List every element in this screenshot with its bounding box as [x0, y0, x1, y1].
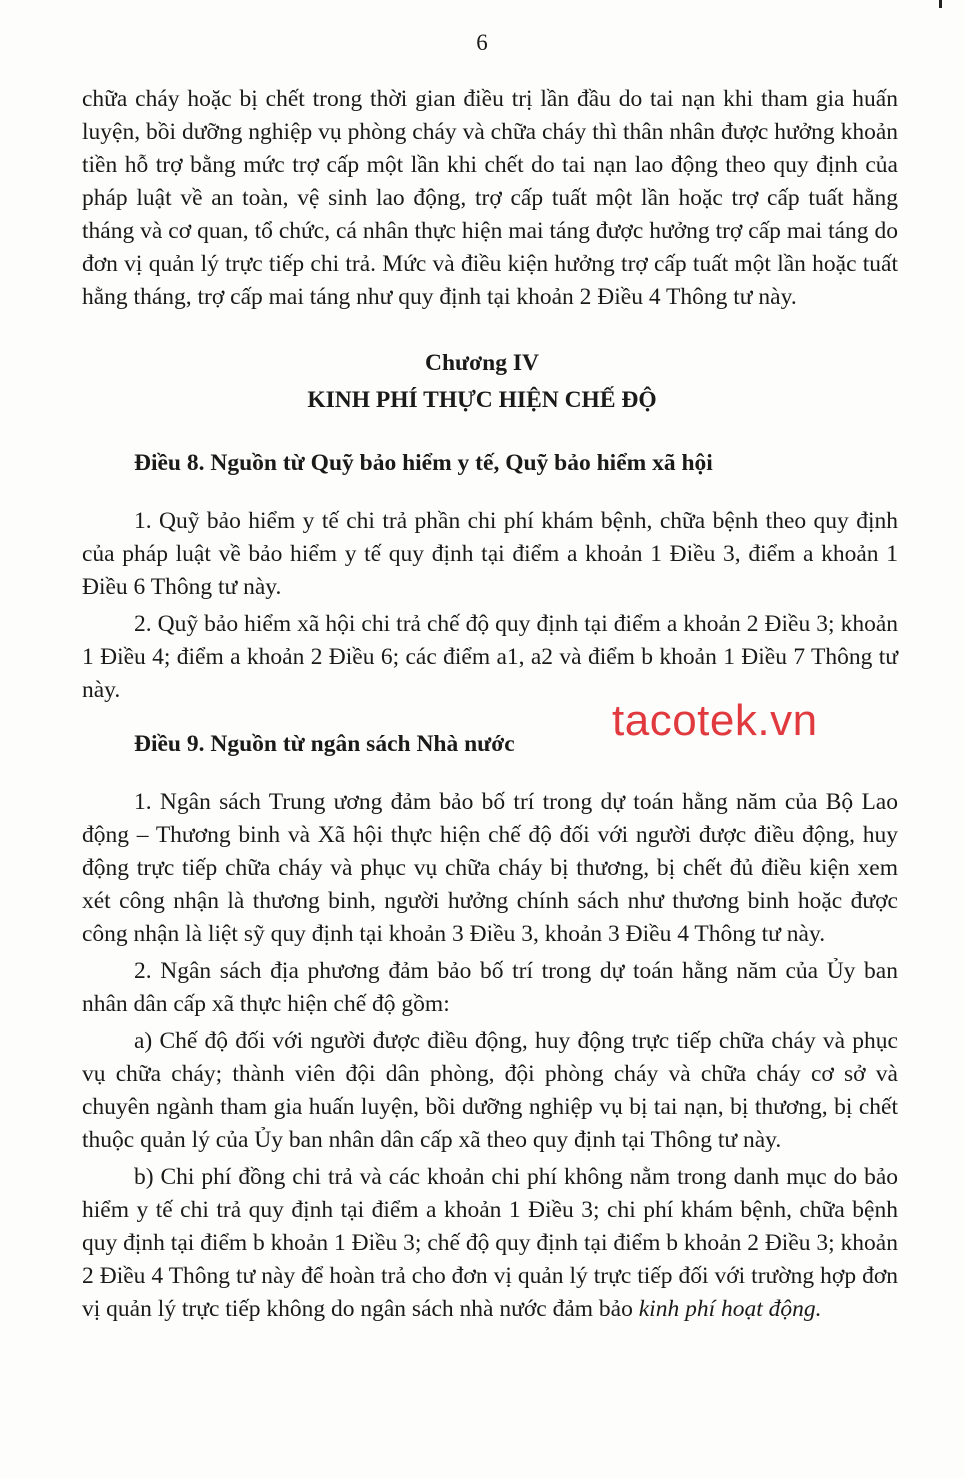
article-9-paragraph-1: 1. Ngân sách Trung ương đảm bảo bố trí trong dự toán hằng năm của Bộ Lao động – Thương binh và Xã hội thực hiện chế độ đối với người được điều động, huy động trực tiếp chữa cháy và phục vụ chữa cháy bị thương, bị chết đủ điều kiện xem xét công nhận là thương binh, người hưởng chính sách như thương binh hoặc được công nhận là liệt sỹ quy định tại khoản 3 Điều 3, khoản 3 Điều 4 Thông tư này. [82, 789, 898, 947]
scan-edge-mark [939, 0, 942, 8]
article-8-body [82, 505, 898, 707]
intro-paragraph-block [82, 83, 898, 314]
article-9-paragraph-b-text: b) Chi phí đồng chi trả và các khoản chi phí không nằm trong danh mục do bảo hiểm y tế chi trả quy định tại điểm a khoản 1 Điều 3; chi phí khám bệnh, chữa bệnh quy định tại điểm b khoản 1 Điều 3; chế độ quy định tại điểm b khoản 2 Điều 3; khoản 2 Điều 4 Thông tư này để hoàn trả cho đơn vị quản lý trực tiếp đối với trường hợp đơn vị quản lý trực tiếp không do ngân sách nhà nước đảm bảo [82, 1164, 898, 1322]
article-9-heading: Điều 9. Nguồn từ ngân sách Nhà nước [134, 731, 515, 757]
page-number: 6 [476, 30, 488, 55]
article-9-paragraph-b-italic: kinh phí hoạt động. [638, 1296, 822, 1322]
article-8-paragraph-2: 2. Quỹ bảo hiểm xã hội chi trả chế độ quy định tại điểm a khoản 2 Điều 3; khoản 1 Điều 4; điểm a khoản 2 Điều 6; các điểm a1, a2 và điểm b khoản 1 Điều 7 Thông tư này. [82, 611, 898, 703]
chapter-label: Chương IV [425, 350, 539, 376]
article-9-paragraph-b [82, 1161, 898, 1326]
article-8-paragraph-1: 1. Quỹ bảo hiểm y tế chi trả phần chi phí khám bệnh, chữa bệnh theo quy định của pháp luật về bảo hiểm y tế quy định tại điểm a khoản 1 Điều 3, điểm a khoản 1 Điều 6 Thông tư này. [82, 508, 898, 600]
intro-paragraph: chữa cháy hoặc bị chết trong thời gian điều trị lần đầu do tai nạn khi tham gia huấn luyện, bồi dưỡng nghiệp vụ phòng cháy và chữa cháy thì thân nhân được hưởng khoản tiền hỗ trợ bằng mức trợ cấp một lần khi chết do tai nạn lao động theo quy định của pháp luật về an toàn, vệ sinh lao động, trợ cấp tuất một lần hoặc trợ cấp tuất hằng tháng và cơ quan, tổ chức, cá nhân thực hiện mai táng được hưởng trợ cấp mai táng do đơn vị quản lý trực tiếp chi trả. Mức và điều kiện hưởng trợ cấp tuất một lần hoặc tuất hằng tháng, trợ cấp mai táng như quy định tại khoản 2 Điều 4 Thông tư này. [82, 86, 898, 310]
chapter-title: KINH PHÍ THỰC HIỆN CHẾ ĐỘ [307, 387, 657, 413]
watermark-logo-text: tacotek.vn [612, 696, 818, 745]
article-9-paragraph-a: a) Chế độ đối với người được điều động, huy động trực tiếp chữa cháy và phục vụ chữa cháy; thành viên đội dân phòng, đội phòng cháy và chữa cháy cơ sở và chuyên ngành tham gia huấn luyện, bồi dưỡng nghiệp vụ bị tai nạn, bị thương, bị chết thuộc quản lý của Ủy ban nhân dân cấp xã theo quy định tại Thông tư này. [82, 1028, 898, 1153]
article-9-body [82, 786, 898, 1326]
article-9-paragraph-2: 2. Ngân sách địa phương đảm bảo bố trí trong dự toán hằng năm của Ủy ban nhân dân cấp xã thực hiện chế độ gồm: [82, 958, 898, 1017]
article-8-heading: Điều 8. Nguồn từ Quỹ bảo hiểm y tế, Quỹ bảo hiểm xã hội [134, 450, 713, 476]
